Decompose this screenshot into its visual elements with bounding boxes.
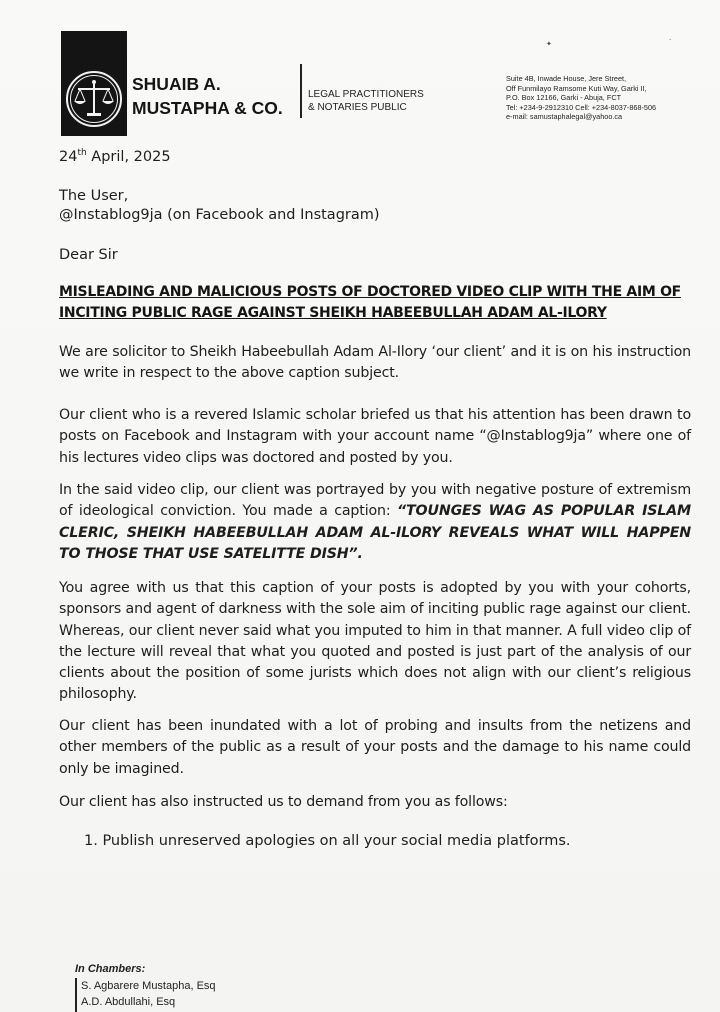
practice-line1: LEGAL PRACTITIONERS: [308, 89, 424, 100]
letter-subject: [59, 282, 691, 324]
ink-mark: ·: [669, 36, 672, 44]
chambers-heading: In Chambers:: [75, 963, 146, 975]
date-suffix: th: [77, 148, 87, 158]
subject-line2: INCITING PUBLIC RAGE AGAINST SHEIKH HABEEBULLAH ADAM AL-ILORY: [59, 305, 607, 321]
date-day: 24: [59, 149, 78, 165]
address-line: Suite 4B, Inwade House, Jere Street,: [506, 74, 627, 83]
scales-of-justice-icon: [63, 68, 125, 130]
paragraph-1: We are solicitor to Sheikh Habeebullah Adam Al-Ilory ‘our client’ and it is on his instruction we write in respect to the above caption subject.: [59, 344, 691, 382]
recipient-line1: The User,: [59, 188, 129, 204]
firm-name: [132, 72, 302, 120]
paragraph-3: [59, 480, 691, 565]
chambers-divider: [75, 978, 77, 1012]
recipient-line2: @Instablog9ja (on Facebook and Instagram): [59, 207, 380, 223]
paragraph-3-intro: In the said video clip, our client was portrayed by you with negative posture of extremism of ideological conviction. You made a caption:: [59, 482, 691, 520]
practice-line2: & NOTARIES PUBLIC: [308, 102, 407, 113]
firm-logo: [61, 31, 127, 136]
letterhead-divider: [300, 64, 302, 118]
address-line: P.O. Box 12166, Garki - Abuja, FCT: [506, 93, 622, 103]
salutation: Dear Sir: [59, 247, 118, 263]
subject-line1: MISLEADING AND MALICIOUS POSTS OF DOCTORED VIDEO CLIP WITH THE AIM OF: [59, 284, 681, 300]
firm-name-line1: SHUAIB A.: [132, 74, 221, 94]
letter-date: [59, 147, 171, 168]
paragraph-4: You agree with us that this caption of your posts is adopted by you with your cohorts, sponsors and agent of darkness with the sole aim of inciting public rage against our client. Whereas, our client never said what you imputed to him in that manner. A full video clip of the lecture will reveal that what you quoted and posted is just part of the analysis of our clients about the position of some jurists which does not align with our client’s religious philosophy.: [59, 580, 691, 703]
address-email: e-mail: samustaphalegal@yahoo.ca: [506, 112, 623, 122]
quoted-caption: “TOUNGES WAG AS POPULAR ISLAM CLERIC, SHEIKH HABEEBULLAH ADAM AL-ILORY REVEALS WHAT WILL HAPPEN TO THOSE THAT USE SATELITTE DISH”.: [59, 503, 691, 562]
ink-mark: ✦: [546, 40, 552, 48]
chambers-member: S. Agbarere Mustapha, Esq: [81, 980, 216, 992]
firm-name-line2: MUSTAPHA & CO.: [132, 98, 283, 118]
firm-address: [506, 74, 711, 122]
paragraph-5: Our client has been inundated with a lot of probing and insults from the netizens and other members of the public as a result of your posts and the damage to his name could only be imagined.: [59, 718, 691, 777]
address-line: Off Funmilayo Ramsome Kuti Way, Garki II,: [506, 83, 647, 93]
demand-item: 1. Publish unreserved apologies on all your social media platforms.: [84, 833, 571, 849]
chambers-member: A.D. Abdullahi, Esq: [81, 996, 176, 1008]
paragraph-6: Our client has also instructed us to demand from you as follows:: [59, 794, 508, 810]
address-phone: Tel: +234-9-2912310 Cell: +234-8037-868-506: [506, 102, 657, 112]
paragraph-2: Our client who is a revered Islamic scholar briefed us that his attention has been drawn to posts on Facebook and Instagram with your account name “@Instablog9ja” where one of his lectures video clips was doctored and posted by you.: [59, 407, 691, 466]
chambers-list: [81, 978, 216, 1010]
practice-description: [308, 88, 424, 114]
date-month-year: April, 2025: [86, 149, 171, 165]
